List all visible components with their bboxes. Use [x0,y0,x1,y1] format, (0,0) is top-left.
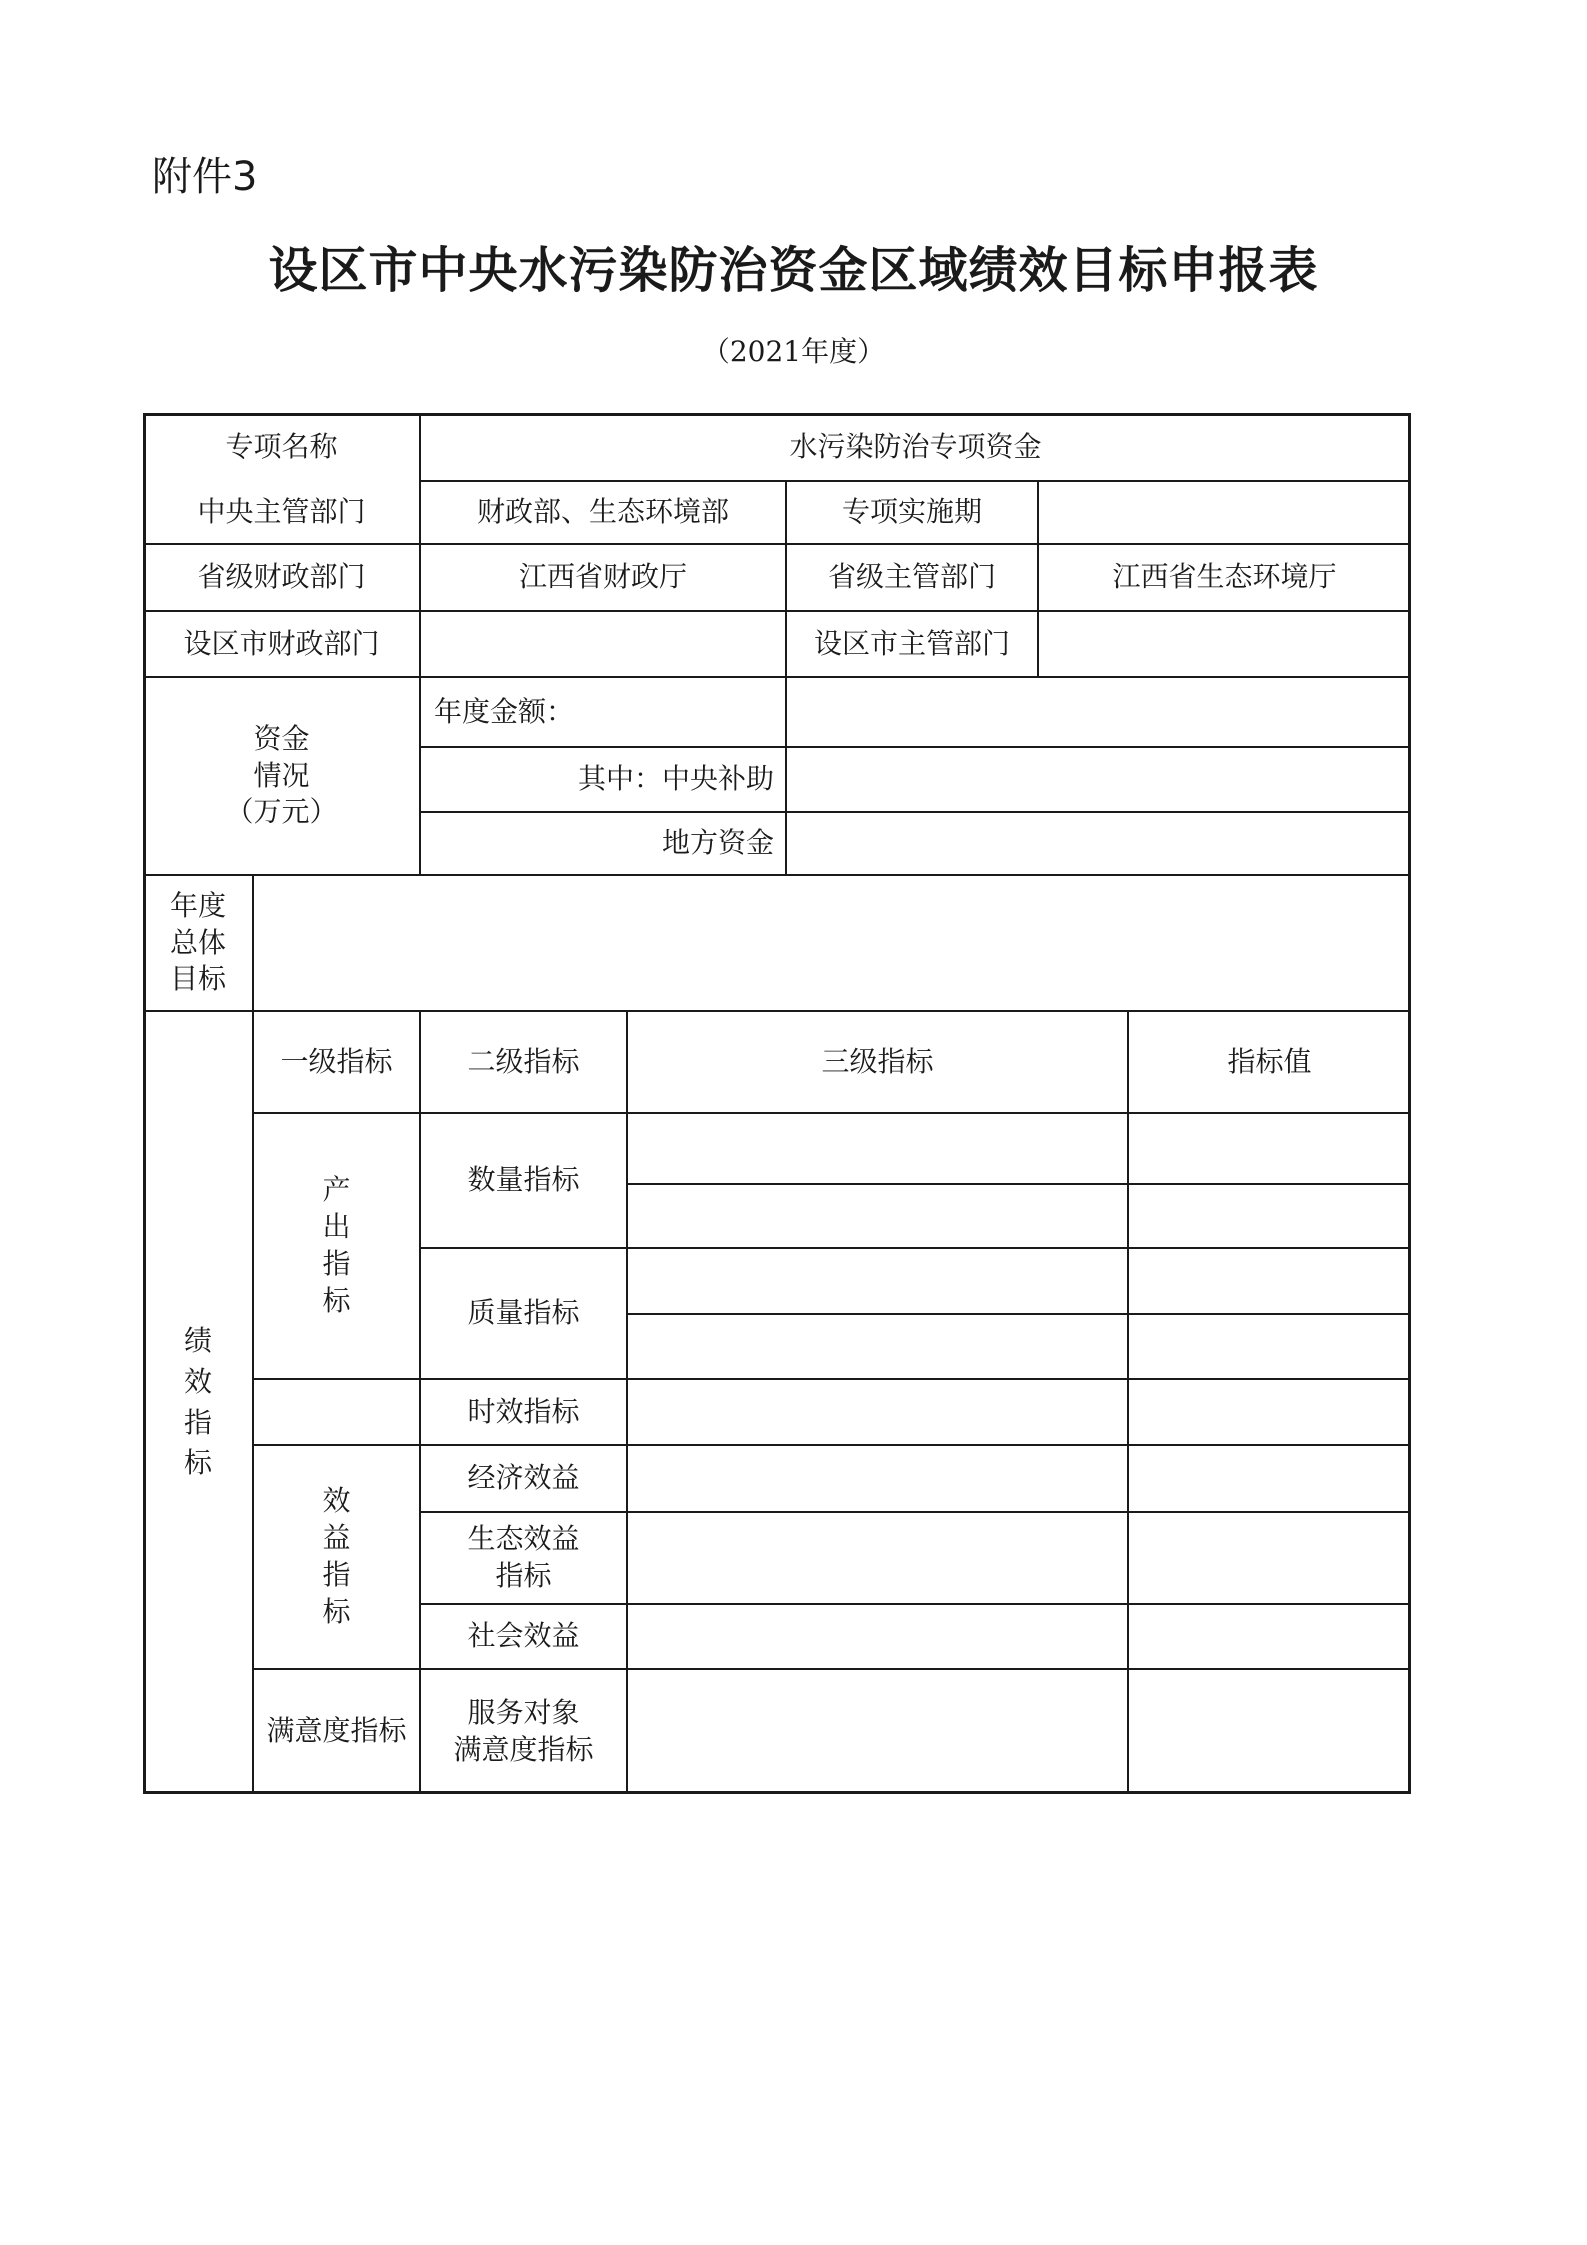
grid-line [627,1313,1411,1315]
central-dept-value: 财政部、生态环境部 [476,495,729,529]
ecological-benefit-label: 生态效益 指标 [467,1522,580,1592]
attachment-label: 附件3 [152,154,258,200]
timeliness-indicator-label: 时效指标 [467,1394,580,1428]
quantity-indicator-label: 数量指标 [467,1163,580,1197]
header-indicator-value: 指标值 [1227,1044,1312,1078]
provincial-finance-value: 江西省财政厅 [518,560,687,594]
local-funds-label: 地方资金 [661,826,774,860]
project-name-label: 专项名称 [225,429,338,463]
benefit-indicators-label: 效 益 指 标 [322,1484,351,1628]
economic-benefit-label: 经济效益 [467,1461,580,1495]
provincial-finance-label: 省级财政部门 [197,560,366,594]
city-dept-value[interactable] [1038,611,1411,677]
central-subsidy-label: 其中：中央补助 [577,762,774,796]
central-dept-label: 中央主管部门 [197,495,366,529]
social-benefit-label: 社会效益 [467,1619,580,1653]
local-funds-value[interactable] [786,812,1411,875]
service-satisfaction-label: 服务对象 满意度指标 [453,1695,594,1766]
funds-label: 资金 情况 （万元） [225,721,338,829]
form-title: 设区市中央水污染防治资金区域绩效目标申报表 [268,241,1319,299]
performance-indicators-label: 绩 效 指 标 [183,1324,212,1480]
city-finance-value[interactable] [420,611,786,677]
city-dept-label: 设区市主管部门 [813,626,1010,660]
grid-line [1127,1010,1129,1794]
project-name-value: 水污染防治专项资金 [789,429,1042,463]
form-year: （2021年度） [701,335,886,368]
header-level1: 一级指标 [280,1044,393,1078]
satisfaction-indicator-label: 满意度指标 [266,1714,407,1748]
period-label: 专项实施期 [841,495,982,529]
header-level3: 三级指标 [821,1044,934,1078]
annual-amount-label: 年度金额： [434,694,575,728]
annual-goal-label: 年度 总体 目标 [169,888,226,996]
provincial-dept-value: 江西省生态环境厅 [1112,560,1337,594]
grid-line [627,1183,1411,1185]
header-level2: 二级指标 [467,1044,580,1078]
provincial-dept-label: 省级主管部门 [827,560,996,594]
annual-amount-value[interactable] [786,677,1411,747]
quality-indicator-label: 质量指标 [467,1296,580,1330]
period-value[interactable] [1038,481,1411,544]
central-subsidy-value[interactable] [786,747,1411,812]
city-finance-label: 设区市财政部门 [183,626,380,660]
annual-goal-value[interactable] [253,875,1411,1011]
output-indicators-label: 产 出 指 标 [322,1173,351,1317]
